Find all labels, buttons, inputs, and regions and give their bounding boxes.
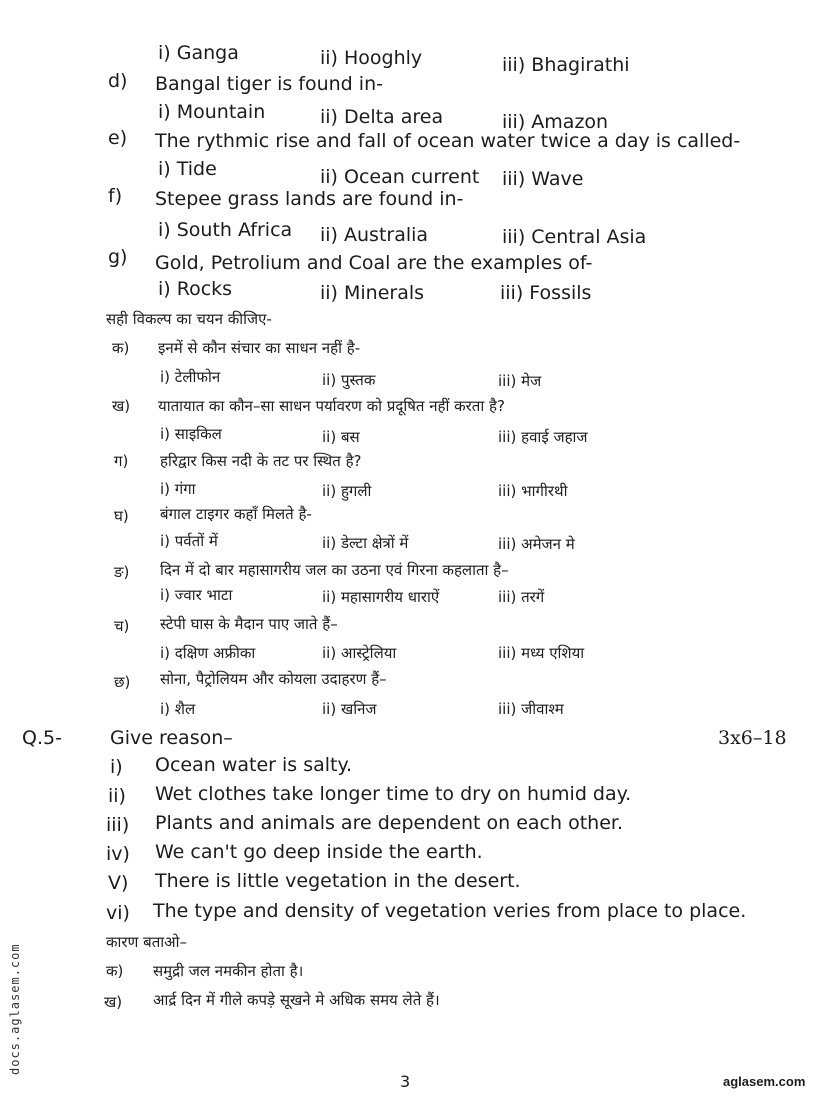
q4g-question: Gold, Petrolium and Coal are the examples of- [155, 252, 593, 274]
q4g-label: g) [108, 246, 128, 268]
hindi-q-ka-question: इनमें से कौन संचार का साधन नहीं है- [158, 339, 361, 357]
hindi-q-chha-option-1: i) शैल [160, 700, 196, 718]
q5-marks: 3x6–18 [718, 727, 787, 749]
q5-item-2-text: Wet clothes take longer time to dry on humid day. [155, 783, 632, 805]
hindi-q-kha-question: यातायात का कौन–सा साधन पर्यावरण को प्रदूषित नहीं करता है? [158, 397, 505, 415]
brand-watermark: aglasem.com [723, 1074, 806, 1089]
side-watermark: docs.aglasem.com [8, 943, 22, 1075]
hindi-q-nga-question: दिन में दो बार महासागरीय जल का उठना एवं गिरना कहलाता है– [160, 561, 509, 579]
q4d-question: Bangal tiger is found in- [155, 73, 383, 95]
hindi-q-kha-option-2: ii) बस [322, 428, 360, 446]
hindi-q-ga-option-2: ii) हुगली [322, 482, 372, 500]
q5-item-3-num: iii) [106, 814, 130, 836]
page-number: 3 [400, 1072, 411, 1091]
q5-item-6-num: vi) [106, 902, 130, 924]
q4c-option-2: ii) Hooghly [320, 47, 423, 69]
q4f-question: Stepee grass lands are found in- [155, 188, 464, 210]
hindi-q-chha-label: छ) [114, 673, 131, 691]
hindi-q-ga-option-3: iii) भागीरथी [498, 482, 568, 500]
q5-hindi-item-1-num: क) [106, 962, 124, 980]
hindi-q-cha-question: स्टेपी घास के मैदान पाए जाते हैं– [160, 615, 338, 633]
hindi-q-gha-label: घ) [114, 507, 129, 525]
hindi-q-ga-label: ग) [114, 452, 129, 470]
hindi-q-cha-option-3: iii) मध्य एशिया [498, 644, 585, 662]
hindi-q-ga-option-1: i) गंगा [160, 480, 196, 498]
q5-hindi-item-2-num: ख) [104, 993, 123, 1011]
q4f-option-2: ii) Australia [320, 224, 429, 246]
q5-item-4-text: We can't go deep inside the earth. [155, 841, 483, 863]
q5-item-3-text: Plants and animals are dependent on each other. [155, 812, 623, 834]
q5-item-5-num: V) [108, 872, 129, 894]
hindi-q-ga-question: हरिद्वार किस नदी के तट पर स्थित है? [160, 452, 362, 470]
hindi-q-chha-option-3: iii) जीवाश्म [498, 700, 564, 718]
hindi-q-nga-option-2: ii) महासागरीय धाराऐं [322, 588, 440, 606]
hindi-q-cha-option-1: i) दक्षिण अफ्रीका [160, 644, 256, 662]
hindi-q-kha-option-1: i) साइकिल [160, 425, 222, 443]
hindi-q-kha-label: ख) [112, 397, 131, 415]
q5-item-6-text: The type and density of vegetation veries from place to place. [153, 900, 747, 922]
hindi-q-ka-option-3: iii) मेज [498, 372, 542, 390]
hindi-q-gha-question: बंगाल टाइगर कहाँ मिलते है- [160, 505, 312, 523]
q4f-label: f) [108, 185, 123, 207]
q4e-option-1: i) Tide [158, 158, 217, 180]
q5-item-2-num: ii) [108, 785, 126, 807]
q5-hindi-item-2-text: आर्द्र दिन में गीले कपड़े सूखने मे अधिक समय लेते हैं। [153, 991, 440, 1009]
q5-item-5-text: There is little vegetation in the desert. [155, 870, 521, 892]
hindi-q-chha-question: सोना, पैट्रोलियम और कोयला उदाहरण हैं– [160, 670, 387, 688]
hindi-q-ka-option-2: ii) पुस्तक [322, 371, 376, 389]
q4e-question: The rythmic rise and fall of ocean water twice a day is called- [155, 130, 741, 152]
q4c-option-1: i) Ganga [158, 42, 239, 64]
q4d-label: d) [108, 70, 128, 92]
hindi-q-cha-label: च) [114, 617, 130, 635]
q5-number: Q.5- [22, 727, 62, 749]
q4g-option-2: ii) Minerals [320, 282, 425, 304]
hindi-mcq-heading: सही विकल्प का चयन कीजिए- [106, 310, 272, 328]
q5-item-1-text: Ocean water is salty. [155, 754, 353, 776]
hindi-q-gha-option-3: iii) अमेजन मे [498, 535, 575, 553]
hindi-q-chha-option-2: ii) खनिज [322, 700, 377, 718]
q5-hindi-item-1-text: समुद्री जल नमकीन होता है। [153, 962, 304, 980]
q4d-option-1: i) Mountain [158, 101, 266, 123]
q4e-label: e) [108, 127, 128, 149]
q4f-option-1: i) South Africa [158, 219, 293, 241]
q4d-option-3: iii) Amazon [502, 111, 609, 133]
q4c-option-3: iii) Bhagirathi [502, 54, 630, 76]
hindi-q-nga-option-1: i) ज्वार भाटा [160, 586, 233, 604]
q4e-option-2: ii) Ocean current [320, 166, 480, 188]
q4e-option-3: iii) Wave [502, 168, 584, 190]
q5-hindi-heading: कारण बताओ– [106, 933, 187, 951]
hindi-q-gha-option-2: ii) डेल्टा क्षेत्रों में [322, 534, 409, 552]
q5-title: Give reason– [110, 727, 233, 749]
q5-item-1-num: i) [110, 756, 123, 778]
hindi-q-kha-option-3: iii) हवाई जहाज [498, 428, 588, 446]
hindi-q-nga-option-3: iii) तरगें [498, 588, 545, 606]
q5-item-4-num: iv) [106, 843, 130, 865]
hindi-q-gha-option-1: i) पर्वतों में [160, 532, 218, 550]
hindi-q-ka-option-1: i) टेलीफोन [160, 368, 221, 386]
hindi-q-cha-option-2: ii) आस्ट्रेलिया [322, 644, 397, 662]
q4f-option-3: iii) Central Asia [502, 226, 647, 248]
hindi-q-ka-label: क) [112, 339, 130, 357]
q4g-option-1: i) Rocks [158, 278, 233, 300]
q4d-option-2: ii) Delta area [320, 106, 444, 128]
hindi-q-nga-label: ङ) [114, 563, 130, 581]
q4g-option-3: iii) Fossils [500, 282, 592, 304]
